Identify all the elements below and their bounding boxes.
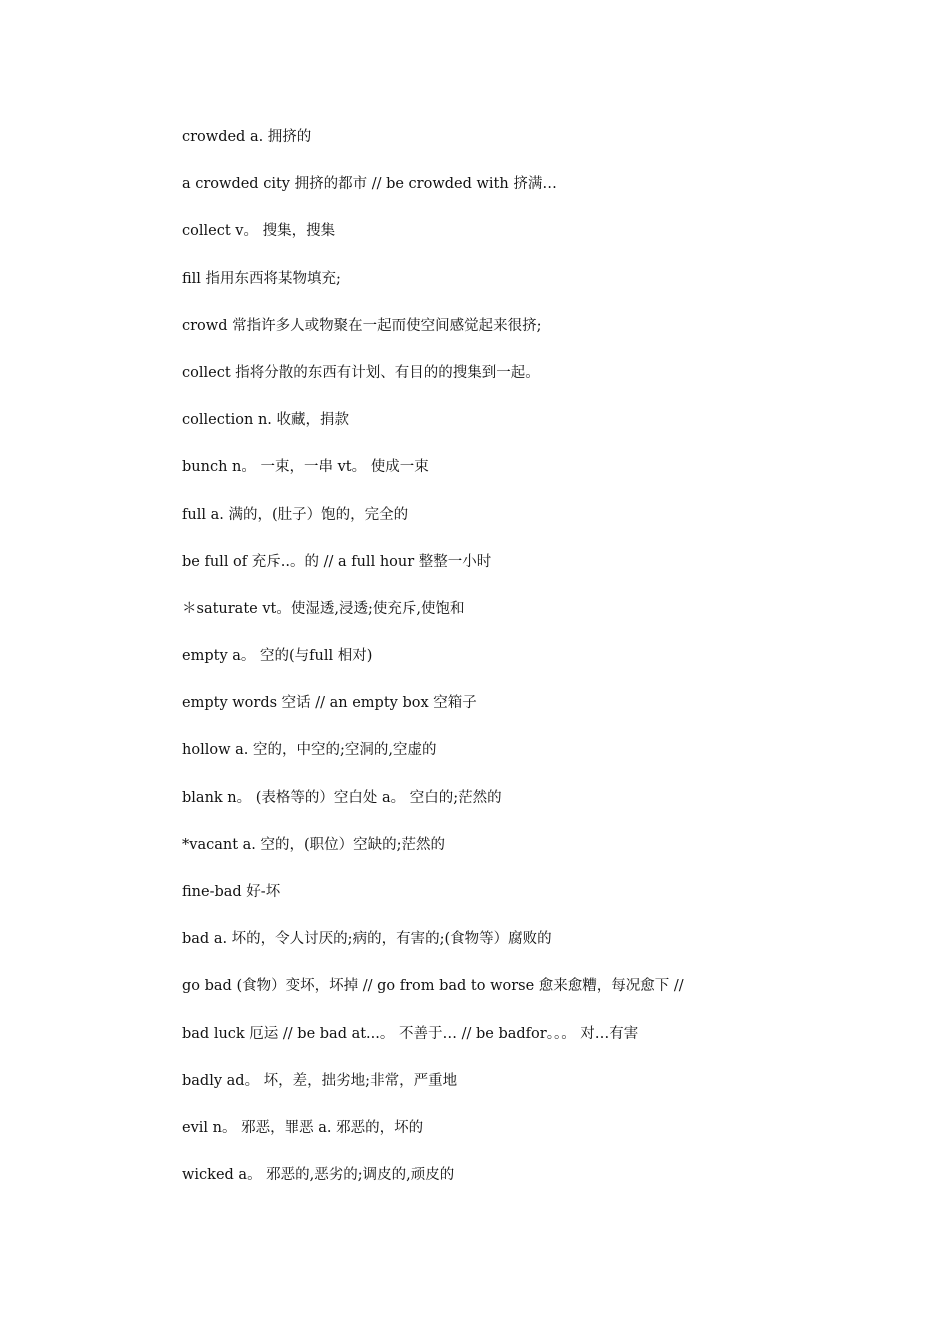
text-line: wicked a。 邪恶的,恶劣的;调皮的,顽皮的 xyxy=(182,1167,455,1184)
text-line: a crowded city 拥挤的都市 // be crowded with 挤满… xyxy=(182,176,557,193)
text-line: blank n。 (表格等的）空白处 a。 空白的;茫然的 xyxy=(182,789,502,806)
text-line: collect v。 搜集，搜集 xyxy=(182,223,336,240)
text-line: ＊saturate vt。使湿透,浸透;使充斥,使饱和 xyxy=(182,600,465,617)
text-line: crowd 常指许多人或物聚在一起而使空间感觉起来很挤; xyxy=(182,317,542,334)
text-line: be full of 充斥..。的 // a full hour 整整一小时 xyxy=(182,553,492,570)
text-line: go bad (食物）变坏，坏掉 // go from bad to worse 愈来愈糟，每况愈下 // xyxy=(182,978,684,995)
text-line: full a. 满的，(肚子）饱的，完全的 xyxy=(182,506,409,523)
text-line: collection n. 收藏，捐款 xyxy=(182,412,350,429)
text-line: fill 指用东西将某物填充; xyxy=(182,270,341,287)
text-line: badly ad。 坏，差，拙劣地;非常，严重地 xyxy=(182,1072,458,1089)
text-line: bad luck 厄运 // be bad at...。 不善于… // be badfor。。。 对…有害 xyxy=(182,1025,639,1042)
vocabulary-list xyxy=(182,126,882,1211)
text-line: evil n。 邪恶，罪恶 a. 邪恶的，坏的 xyxy=(182,1119,424,1136)
text-line: crowded a. 拥挤的 xyxy=(182,129,312,145)
text-line: empty words 空话 // an empty box 空箱子 xyxy=(182,695,477,712)
text-line: collect 指将分散的东西有计划、有目的的搜集到一起。 xyxy=(182,364,540,381)
text-line: hollow a. 空的，中空的;空洞的,空虚的 xyxy=(182,742,437,759)
text-line: bad a. 坏的，令人讨厌的;病的，有害的;(食物等）腐败的 xyxy=(182,931,552,948)
text-line: *vacant a. 空的，(职位）空缺的;茫然的 xyxy=(182,836,446,853)
text-line: empty a。 空的(与full 相对) xyxy=(182,648,373,665)
text-line: bunch n。 一束，一串 vt。 使成一束 xyxy=(182,459,429,476)
text-line: fine-bad 好-坏 xyxy=(182,884,281,900)
